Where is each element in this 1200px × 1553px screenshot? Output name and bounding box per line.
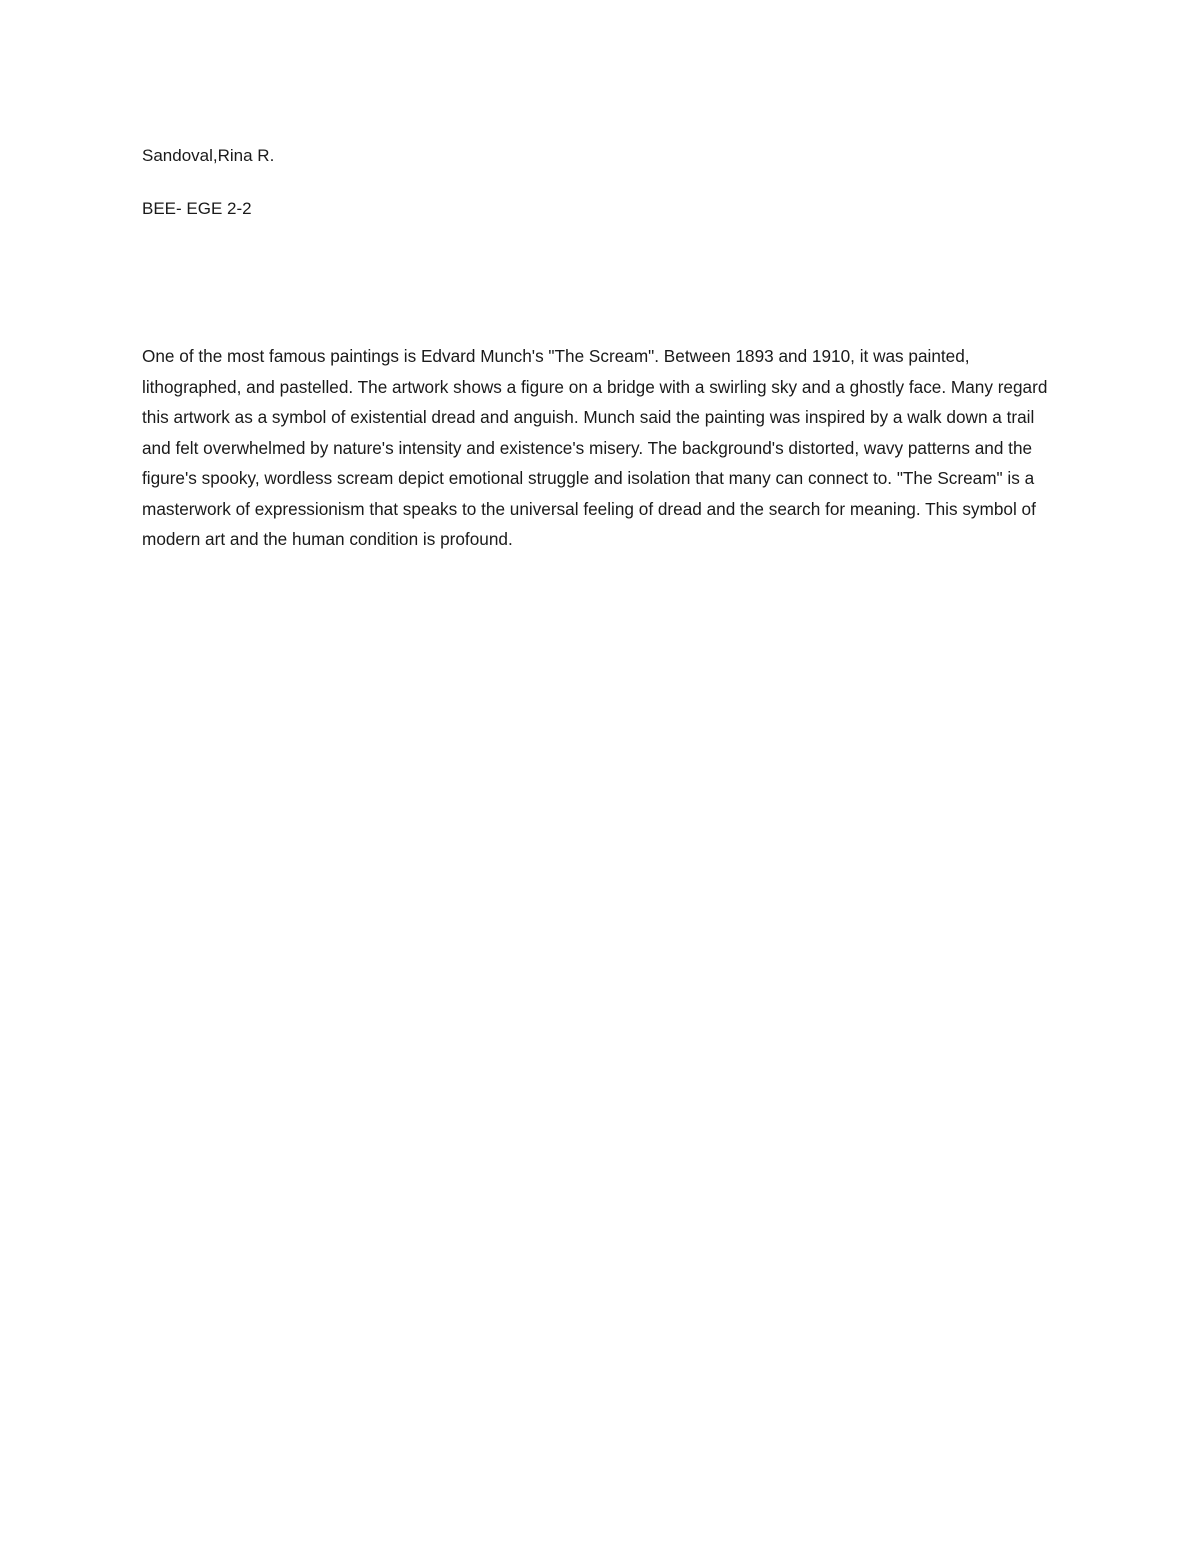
author-name: Sandoval,Rina R. <box>142 146 275 165</box>
essay-paragraph: One of the most famous paintings is Edvard Munch's "The Scream". Between 1893 and 1910, it was painted, lithographed, and pastelled. The artwork shows a figure on a bridge with a swirling sky and a ghostly face. Many regard this artwork as a symbol of existential dread and anguish. Munch said the painting was inspired by a walk down a trail and felt overwhelmed by nature's intensity and existence's misery. The background's distorted, wavy patterns and the figure's spooky, wordless scream depict emotional struggle and isolation that many can connect to. "The Scream" is a masterwork of expressionism that speaks to the universal feeling of dread and the search for meaning. This symbol of modern art and the human condition is profound. <box>142 346 1048 549</box>
class-section: BEE- EGE 2-2 <box>142 199 252 218</box>
